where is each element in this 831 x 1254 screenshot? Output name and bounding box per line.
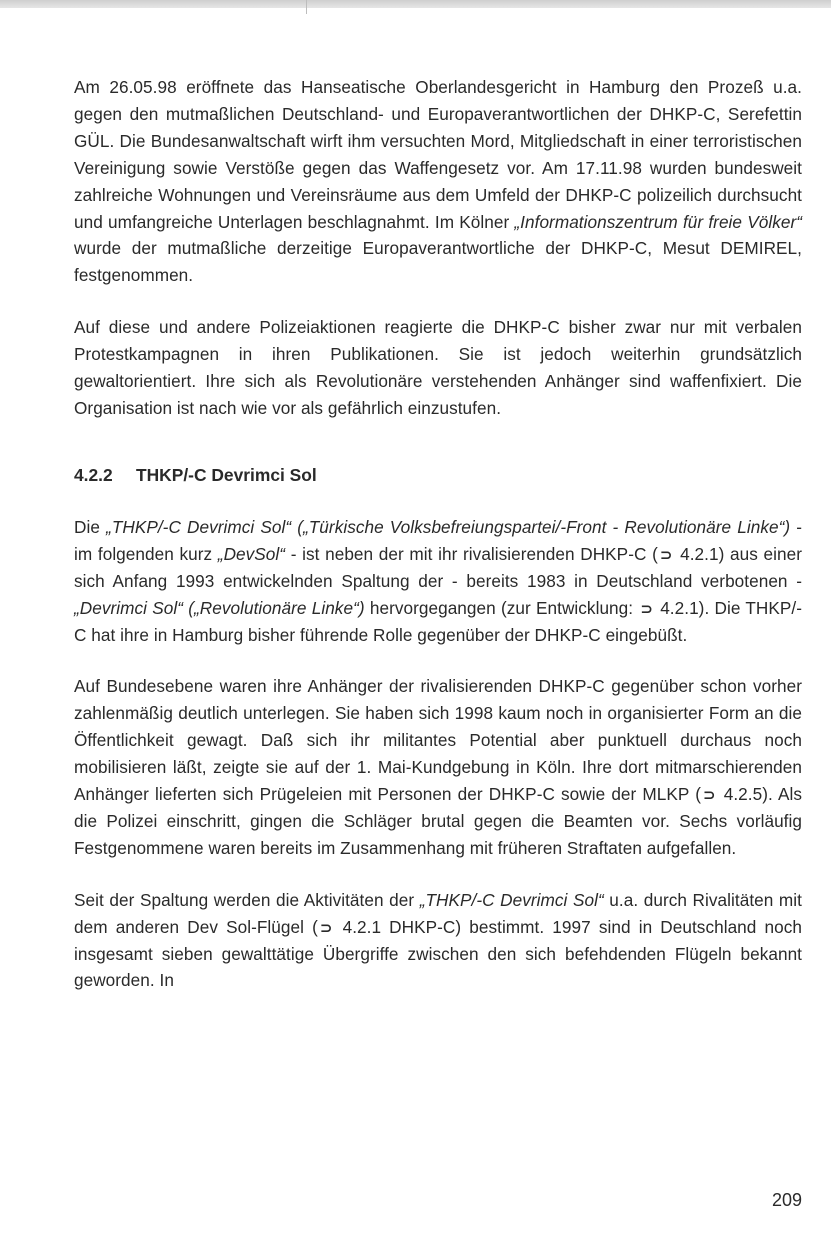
page-top-edge	[0, 0, 831, 8]
document-page	[74, 74, 802, 994]
body-text-after-section	[74, 514, 802, 995]
text-run: Am 26.05.98 eröffnete das Hanseatische Oberlandesgericht in Hamburg den Prozeß u.a. gegen den mutmaßlichen Deutschland- und Europaverantwortlichen der DHKP-C, Serefettin GÜL. Die Bundesanwaltschaft wirft ihm versuchten Mord, Mitgliedschaft in einer terroristischen Vereinigung sowie Verstöße gegen das Waffengesetz vor. Am 17.11.98 wurden bundesweit zahlreiche Wohnungen und Vereinsräume aus dem Umfeld der DHKP-C polizeilich durchsucht und umfangreiche Unterlagen beschlagnahmt. Im Kölner	[74, 77, 802, 232]
italic-term: „Devrimci Sol“ („Revolutionäre Linke“)	[74, 597, 365, 618]
text-run: Die	[74, 516, 107, 537]
italic-term: „Informationszentrum für freie Völker“	[514, 211, 802, 232]
cross-reference-arrow-icon: ⊃	[640, 600, 653, 618]
page-number: 209	[771, 1190, 802, 1210]
text-run: - ist neben der mit ihr rivalisierenden DHKP-C (	[285, 543, 658, 564]
section-number: 4.2.2	[74, 464, 113, 485]
text-run: 4.2.5). Als die Polizei einschritt, gingen die Schläger brutal gegen die Beamten vor. Sechs vorläufig Festgenommene waren bereits im Zusammenhang mit früheren Straftaten aufgefallen.	[74, 784, 802, 858]
paragraph	[74, 514, 802, 649]
text-run: 4.2.1) aus einer sich Anfang 1993 entwickelnden Spaltung der - bereits 1983 in Deutschland verbotenen -	[74, 543, 802, 591]
body-text-before-section	[74, 74, 802, 422]
text-run: 4.2.1). Die THKP/-C hat ihre in Hamburg bisher führende Rolle gegenüber der DHKP-C eingebüßt.	[74, 597, 803, 645]
italic-term: „THKP/-C Devrimci Sol“ („Türkische Volksbefreiungspartei/-Front - Revolutionäre Linke“)	[106, 516, 791, 537]
section-title: THKP/-C Devrimci Sol	[136, 464, 317, 485]
text-run: u.a. durch Rivalitäten mit dem anderen Dev Sol-Flügel (	[74, 889, 802, 937]
text-run: Auf diese und andere Polizeiaktionen reagierte die DHKP-C bisher zwar nur mit verbalen Protestkampagnen in ihren Publikationen. Sie ist jedoch weiterhin grundsätzlich gewaltorientiert. Ihre sich als Revolutionäre verstehenden Anhänger sind waffenfixiert. Die Organisation ist nach wie vor als gefährlich einzustufen.	[74, 317, 802, 418]
cross-reference-arrow-icon: ⊃	[703, 787, 716, 805]
cross-reference-arrow-icon: ⊃	[659, 546, 673, 564]
text-run: 4.2.1 DHKP-C) bestimmt. 1997 sind in Deutschland noch insgesamt sieben gewalttätige Übergriffe zwischen den sich befehdenden Flügeln bekannt geworden. In	[74, 916, 802, 991]
italic-term: „DevSol“	[217, 543, 286, 564]
text-run: - im folgenden kurz	[74, 516, 802, 564]
text-run: Seit der Spaltung werden die Aktivitäten der	[74, 889, 420, 910]
section-heading	[74, 462, 802, 488]
paragraph	[74, 314, 802, 422]
paragraph	[74, 673, 802, 861]
italic-term: „THKP/-C Devrimci Sol“	[419, 889, 604, 910]
paragraph	[74, 74, 802, 289]
text-run: hervorgegangen (zur Entwicklung:	[364, 597, 639, 618]
page-fold-mark	[306, 0, 307, 14]
text-run: wurde der mutmaßliche derzeitige Europaverantwortliche der DHKP-C, Mesut DEMIREL, festgenommen.	[74, 238, 802, 286]
text-run: Auf Bundesebene waren ihre Anhänger der rivalisierenden DHKP-C gegenüber schon vorher zahlenmäßig deutlich unterlegen. Sie haben sich 1998 kaum noch in organisierter Form an die Öffentlichkeit gewagt. Daß sich ihr militantes Potential aber punktuell durchaus noch mobilisieren läßt, zeigte sie auf der 1. Mai-Kundgebung in Köln. Ihre dort mitmarschierenden Anhänger lieferten sich Prügeleien mit Personen der DHKP-C sowie der MLKP (	[74, 676, 802, 805]
cross-reference-arrow-icon: ⊃	[319, 919, 333, 937]
paragraph	[74, 887, 802, 995]
